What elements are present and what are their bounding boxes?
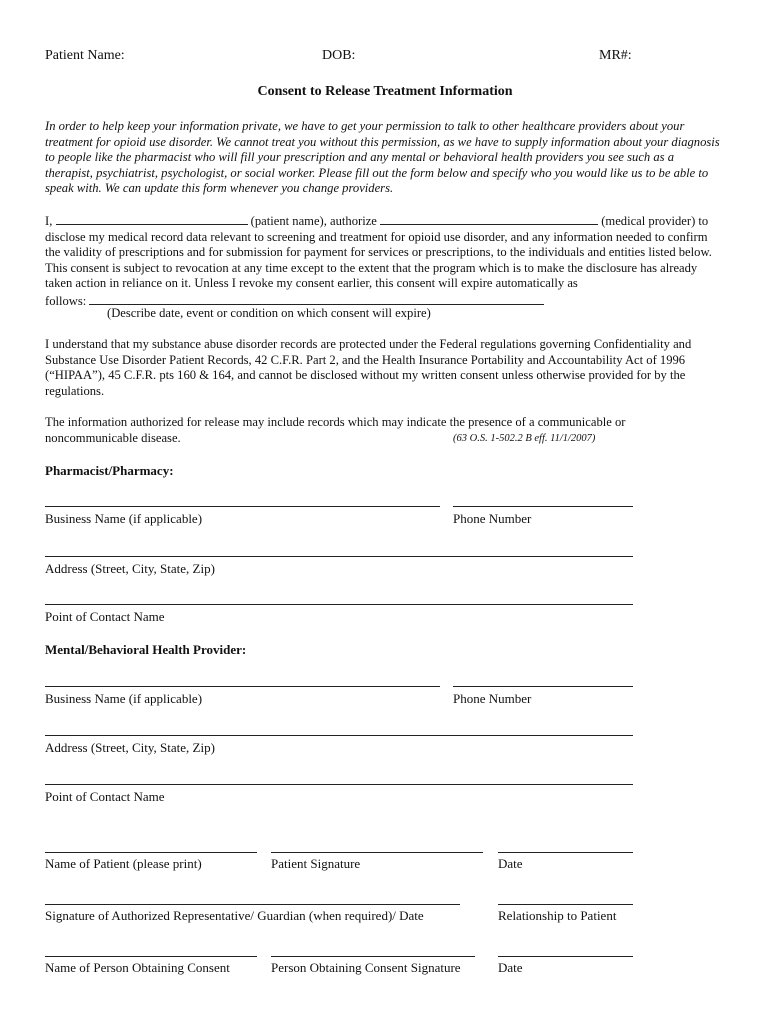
patient-signature-line[interactable] [271, 852, 483, 853]
patient-name-print-label: Name of Patient (please print) [45, 856, 202, 871]
behavioral-phone-line[interactable] [453, 686, 633, 687]
behavioral-business-label: Business Name (if applicable) [45, 691, 203, 706]
provider-hint: (medical provider) to [601, 214, 709, 228]
pharmacy-business-line[interactable] [45, 506, 440, 507]
pharmacy-contact-line[interactable] [45, 604, 633, 605]
patient-name-sig-line[interactable] [45, 852, 257, 853]
obtainer-name-label: Name of Person Obtaining Consent [45, 960, 230, 975]
date1-label: Date [498, 856, 523, 871]
understand-paragraph: I understand that my substance abuse disorder records are protected under the Federal regulations governing Confidentiality and Substance Use Disorder Patient Records, 42 C.F.R. Part 2, and the Health Insurance Portability and Accountability Act of 1996 (“HIPAA”), 45 C.F.R. pts 160 & 164, and cannot be disclosed without my written consent unless otherwise provided for by the regulations. [45, 337, 692, 398]
pharmacy-address-line[interactable] [45, 556, 633, 557]
follows-label: follows: [45, 293, 87, 308]
behavioral-business-line[interactable] [45, 686, 440, 687]
pharmacy-phone-line[interactable] [453, 506, 633, 507]
authorization-paragraph [45, 212, 725, 309]
obtainer-signature-line[interactable] [271, 956, 475, 957]
date2-line[interactable] [498, 956, 633, 957]
behavioral-contact-label: Point of Contact Name [45, 789, 165, 804]
rep-signature-label: Signature of Authorized Representative/ Guardian (when required)/ Date [45, 908, 424, 923]
behavioral-address-label: Address (Street, City, State, Zip) [45, 740, 215, 755]
behavioral-heading: Mental/Behavioral Health Provider: [45, 642, 247, 657]
expiration-blank[interactable] [89, 292, 544, 305]
relationship-line[interactable] [498, 904, 633, 905]
pharmacy-business-label: Business Name (if applicable) [45, 511, 203, 526]
patient-name-hint: (patient name), authorize [250, 214, 377, 228]
expire-hint: (Describe date, event or condition on which consent will expire) [107, 306, 431, 320]
communicable-line2: noncommunicable disease. [45, 431, 181, 445]
patient-name-blank[interactable] [56, 212, 248, 225]
obtainer-signature-label: Person Obtaining Consent Signature [271, 960, 461, 975]
patient-signature-label: Patient Signature [271, 856, 361, 871]
form-title: Consent to Release Treatment Information [257, 84, 513, 99]
behavioral-contact-line[interactable] [45, 784, 633, 785]
behavioral-phone-label: Phone Number [453, 691, 532, 706]
intro-paragraph: In order to help keep your information private, we have to get your permission to talk to other healthcare providers about your treatment for opioid use disorder. We cannot treat you without this permission, as we have to supply information about your diagnosis to people like the pharmacist who will fill your prescription and any mental or behavioral health providers you see such as a therapist, psychiatrist, psychologist, or social worker. Please fill out the form below and specify who you would like us to be able to speak with. We can update this form whenever you change providers. [45, 119, 720, 195]
medical-provider-blank[interactable] [380, 212, 598, 225]
date2-label: Date [498, 960, 523, 975]
patient-name-label: Patient Name: [45, 48, 125, 63]
date1-line[interactable] [498, 852, 633, 853]
pharmacy-contact-label: Point of Contact Name [45, 609, 165, 624]
dob-label: DOB: [322, 48, 356, 63]
behavioral-address-line[interactable] [45, 735, 633, 736]
communicable-line1: The information authorized for release may include records which may indicate the presence of a communicable or [45, 415, 626, 429]
authorization-body: disclose my medical record data relevant to screening and treatment for opioid use disorder, and any information needed to confirm the validity of prescriptions and for submission for payment for services or prescriptions, to the individuals and entities listed below. This consent is subject to revocation at any time except to the extent that the program which is to make the disclosure has already taken action in reliance on it. Unless I revoke my consent earlier, this consent will expire automatically as [45, 229, 712, 290]
auth-prefix: I, [45, 214, 53, 228]
pharmacy-phone-label: Phone Number [453, 511, 532, 526]
relationship-label: Relationship to Patient [498, 908, 617, 923]
pharmacy-heading: Pharmacist/Pharmacy: [45, 463, 174, 478]
obtainer-name-line[interactable] [45, 956, 257, 957]
mr-label: MR#: [599, 48, 632, 63]
statute-citation: (63 O.S. 1-502.2 B eff. 11/1/2007) [453, 433, 596, 444]
rep-signature-line[interactable] [45, 904, 460, 905]
pharmacy-address-label: Address (Street, City, State, Zip) [45, 561, 215, 576]
